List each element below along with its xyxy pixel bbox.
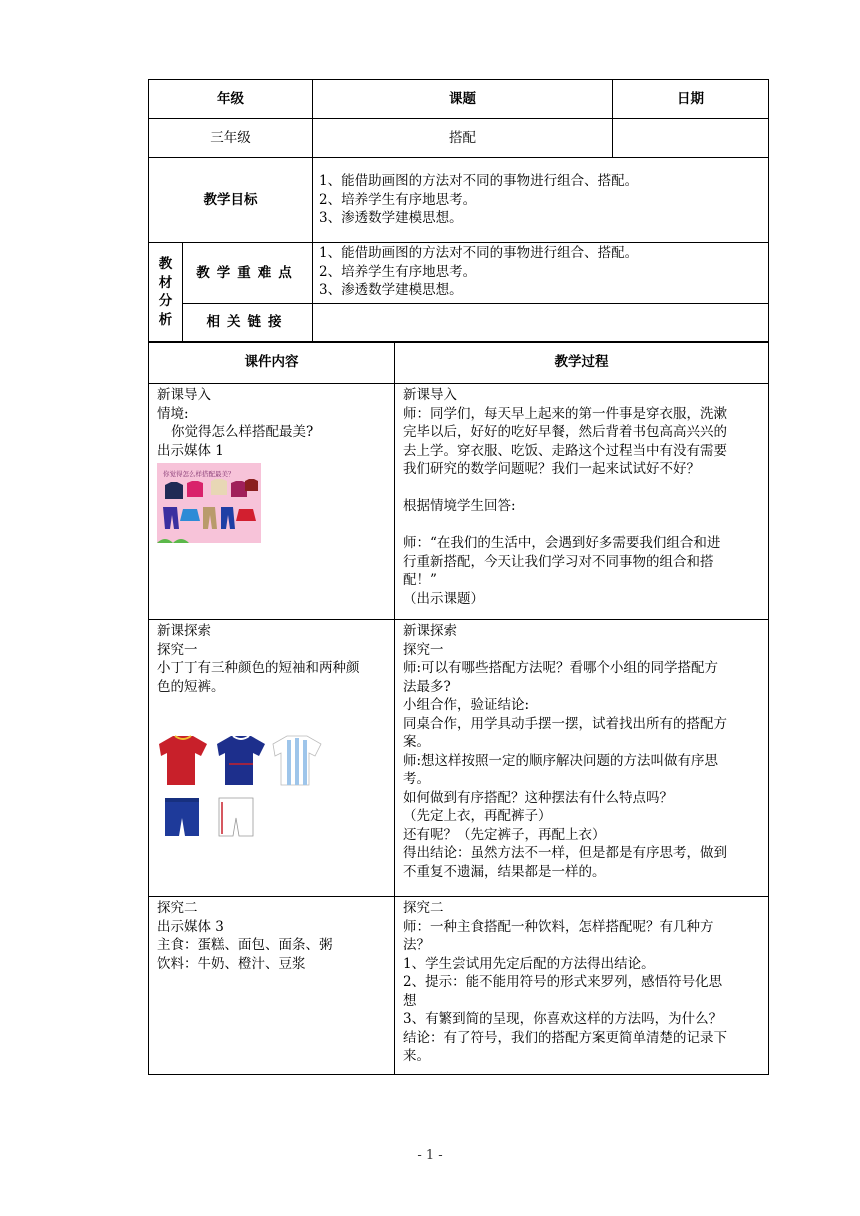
date-value (613, 119, 769, 158)
analysis-label: 教 材 分 析 (149, 243, 183, 343)
white-shorts-icon (219, 798, 253, 836)
courseware-header: 课件内容 (149, 342, 395, 384)
objective-item: 3、渗透数学建模思想。 (319, 210, 463, 227)
row-explore1-courseware: 新课探索 探究一 小丁丁有三种颜色的短袖和两种颜 色的短裤。 (149, 620, 395, 897)
objectives-label: 教学目标 (149, 158, 313, 243)
date-header: 日期 (613, 80, 769, 119)
grade-header: 年级 (149, 80, 313, 119)
links-label: 相关链接 (183, 303, 313, 342)
row-explore1-process: 新课探索 探究一 师:可以有哪些搭配方法呢？看哪个小组的同学搭配方 法最多? 小组合作，验证结论: 同桌合作，用学具动手摆一摆，试着找出所有的搭配方 案。 师:想这样按照一定的顺序解决问题的方法叫做有序思 考。 如何做到有序搭配？这种摆法有什么特点吗？ （先定上衣，再配裤子） 还有呢？（先定裤子，再配上衣） 得出结论：虽然方法不一样，但是都是有序思考，做到 不重复不遗漏，结果都是一样的。 (395, 620, 769, 897)
lesson-info-table (148, 79, 769, 343)
objectives-list (313, 158, 769, 243)
row-intro-courseware: 新课导入 情境: 你觉得怎么样搭配最美? 出示媒体 1 你觉得怎么样搭配最美？ (149, 384, 395, 620)
svg-text:你觉得怎么样搭配最美？: 你觉得怎么样搭配最美？ (163, 470, 235, 478)
key-points-list (313, 243, 769, 304)
row-intro-process: 新课导入 师：同学们，每天早上起来的第一件事是穿衣服，洗漱 完毕以后，好好的吃好早餐，然后背着书包高高兴兴的 去上学。穿衣服、吃饭、走路这个过程当中有没有需要 我们研究的数学问题呢？我们一起来试试好不好？ 根据情境学生回答: 师：“在我们的生活中，会遇到好多需要我们组合和进 行重新搭配，今天让我们学习对不同事物的组合和搭 配！” （出示课题） (395, 384, 769, 620)
links-value (313, 303, 769, 342)
blue-shorts-icon (165, 798, 199, 836)
key-point-item: 2、培养学生有序地思考。 (319, 263, 477, 280)
topic-value: 搭配 (313, 119, 613, 158)
red-shirt-icon (159, 736, 207, 785)
process-header: 教学过程 (395, 342, 769, 384)
page-number: - 1 - (417, 1148, 443, 1163)
objective-item: 1、能借助画图的方法对不同的事物进行组合、搭配。 (319, 173, 639, 190)
row-explore2-process: 探究二 师：一种主食搭配一种饮料，怎样搭配呢？有几种方 法？ 1、学生尝试用先定后配的方法得出结论。 2、提示：能不能用符号的形式来罗列，感悟符号化思 想 3、有繁到简的呈现，你喜欢这样的方法吗，为什么？ 结论：有了符号，我们的搭配方案更简单清楚的记录下 来。 (395, 897, 769, 1075)
topic-header: 课题 (313, 80, 613, 119)
objective-item: 2、培养学生有序地思考。 (319, 191, 477, 208)
media-1-clothes-image (157, 463, 261, 543)
grade-value: 三年级 (149, 119, 313, 158)
key-points-label: 教学重难点 (183, 243, 313, 304)
key-point-item: 3、渗透数学建模思想。 (319, 282, 463, 298)
striped-shirt-icon (273, 736, 321, 785)
row-explore2-courseware: 探究二 出示媒体 3 主食：蛋糕、面包、面条、粥 饮料：牛奶、橙汁、豆浆 (149, 897, 395, 1075)
key-point-item: 1、能借助画图的方法对不同的事物进行组合、搭配。 (319, 245, 639, 261)
media-2-shirts-shorts-image (157, 734, 327, 844)
blue-shirt-icon (217, 736, 265, 785)
process-table (148, 341, 769, 1075)
